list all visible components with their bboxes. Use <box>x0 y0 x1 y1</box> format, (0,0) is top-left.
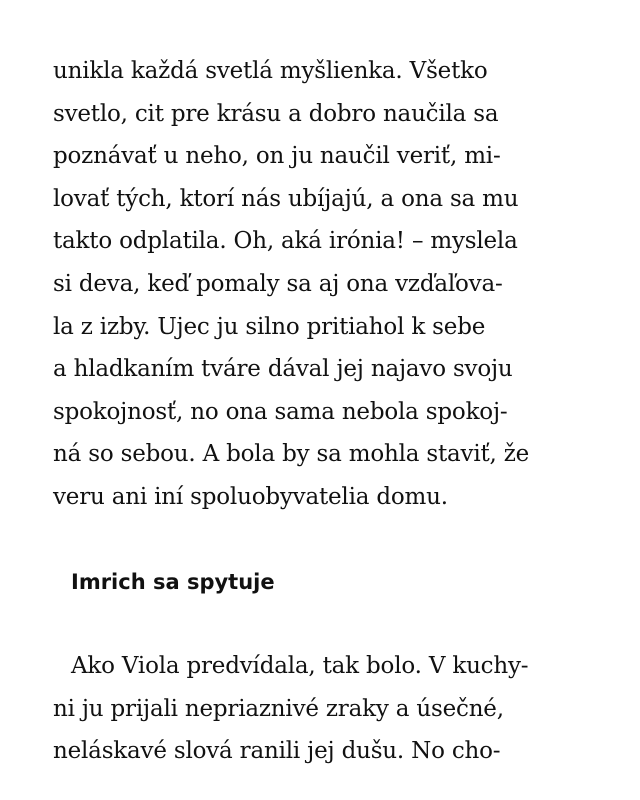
text-line: svetlo, cit pre krásu a dobro naučila sa <box>53 100 499 127</box>
book-page <box>53 50 593 773</box>
text-line: unikla každá svetlá myšlienka. Všetko <box>53 58 488 84</box>
text-line: si deva, keď pomaly sa aj ona vzďaľova- <box>53 270 503 297</box>
paragraph-2 <box>53 645 593 773</box>
text-line: spokojnosť, no ona sama nebola spokoj- <box>53 398 508 425</box>
text-line: a hladkaním tváre dával jej najavo svoju <box>53 356 513 383</box>
text-line: ná so sebou. A bola by sa mohla staviť, že <box>53 441 530 468</box>
text-line: lovať tých, ktorí nás ubíjajú, a ona sa mu <box>53 185 519 212</box>
text-line: veru ani iní spoluobyvatelia domu. <box>53 483 448 510</box>
text-line: ni ju prijali nepriaznivé zraky a úsečné, <box>53 695 504 722</box>
text-line: neláskavé slová ranili jej dušu. No cho- <box>53 738 501 765</box>
text-line: takto odplatila. Oh, aká irónia! – myslela <box>53 228 518 255</box>
text-line: Ako Viola predvídala, tak bolo. V kuchy- <box>71 653 529 680</box>
paragraph-1 <box>53 50 593 519</box>
text-line: poznávať u neho, on ju naučil veriť, mi- <box>53 143 501 170</box>
section-heading: Imrich sa spytuje <box>71 569 275 594</box>
text-line: la z izby. Ujec ju silno pritiahol k sebe <box>53 313 486 340</box>
